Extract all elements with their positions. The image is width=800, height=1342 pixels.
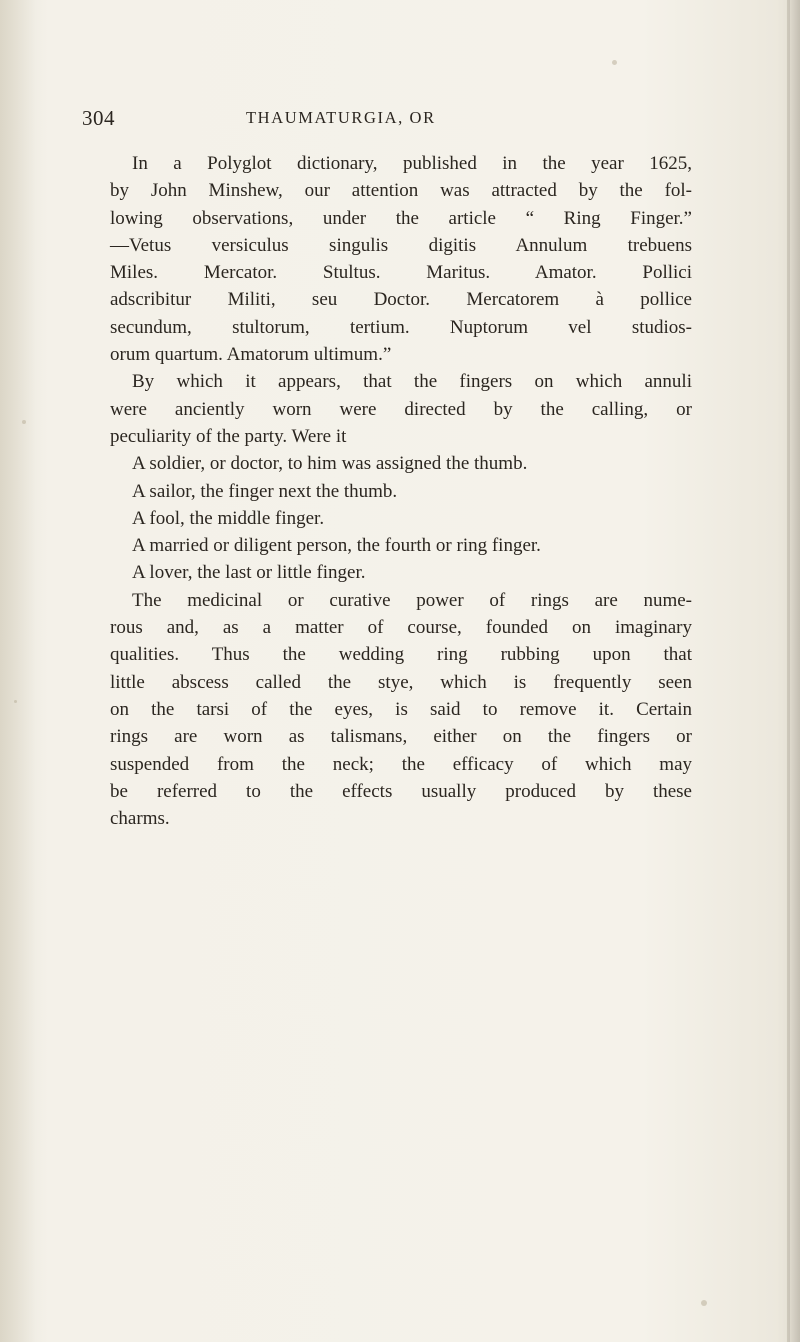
paper-spot [701, 1300, 707, 1306]
text-line: charms. [110, 808, 170, 830]
text-line: In a Polyglot dictionary, published in the year 1625, [132, 153, 692, 174]
text-line: Miles. Mercator. Stultus. Maritus. Amator. Pollici [110, 262, 692, 284]
text-line: qualities. Thus the wedding ring rubbing upon that [110, 644, 692, 666]
list-item: A lover, the last or little finger. [132, 562, 366, 584]
text-line: By which it appears, that the fingers on which annuli [132, 371, 692, 393]
text-line: The medicinal or curative power of rings are nume- [132, 589, 692, 611]
text-line: were anciently worn were directed by the calling, or [110, 398, 692, 420]
paragraph-medicinal [110, 587, 692, 833]
text-line: lowing observations, under the article “ Ring Finger.” [110, 207, 692, 229]
text-line: suspended from the neck; the efficacy of which may [110, 753, 692, 775]
paper-spot [22, 420, 26, 424]
text-line: little abscess called the stye, which is frequently seen [110, 671, 692, 693]
text-line: peculiarity of the party. Were it [110, 425, 347, 447]
list-item: A soldier, or doctor, to him was assigned the thumb. [132, 453, 528, 475]
paper-spot [14, 700, 17, 703]
running-head [0, 106, 800, 132]
finger-list [110, 450, 692, 586]
list-item: A fool, the middle finger. [132, 507, 325, 529]
paper-spot [612, 60, 617, 65]
running-title: THAUMATURGIA, OR [246, 108, 436, 127]
text-line: be referred to the effects usually produced by these [110, 780, 692, 802]
text-line: adscribitur Militi, seu Doctor. Mercatorem à pollice [110, 289, 692, 311]
text-line: rings are worn as talismans, either on the fingers or [110, 726, 692, 748]
page-number: 304 [82, 106, 115, 130]
page-edge-stain [0, 0, 36, 1342]
text-line: by John Minshew, our attention was attracted by the fol- [110, 180, 692, 202]
paragraph-fingers [110, 368, 692, 450]
text-line: orum quartum. Amatorum ultimum.” [110, 344, 392, 366]
text-line: —Vetus versiculus singulis digitis Annulum trebuens [110, 234, 692, 256]
paragraph-polyglot [110, 150, 692, 368]
body-text [110, 150, 692, 832]
text-line: rous and, as a matter of course, founded on imaginary [110, 617, 692, 639]
list-item: A married or diligent person, the fourth or ring finger. [132, 535, 541, 557]
list-item: A sailor, the finger next the thumb. [132, 480, 398, 502]
text-line: secundum, stultorum, tertium. Nuptorum vel studios- [110, 316, 692, 338]
page-edge-shadow [786, 0, 800, 1342]
text-line: on the tarsi of the eyes, is said to remove it. Certain [110, 698, 692, 720]
